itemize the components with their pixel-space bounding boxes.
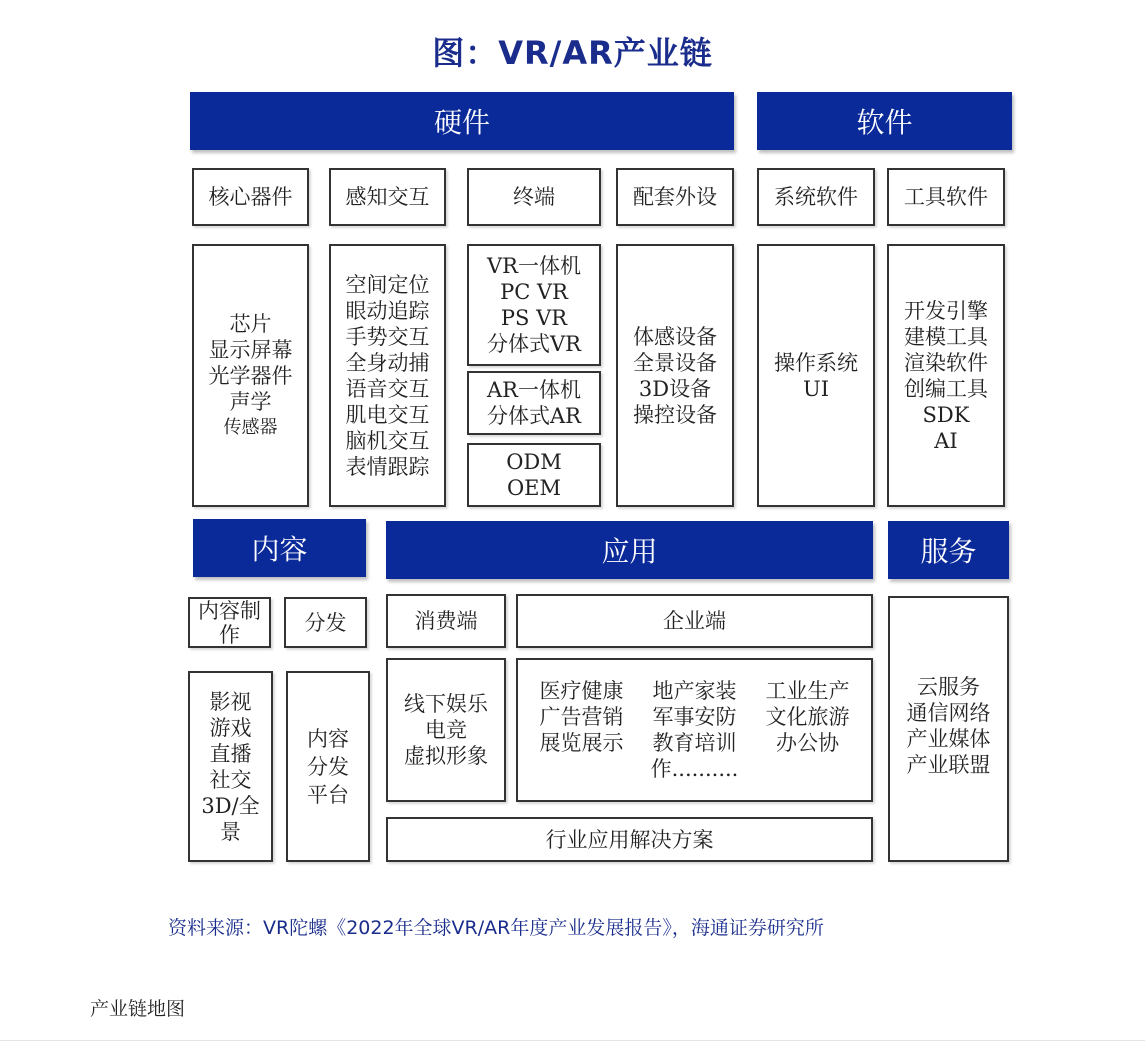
list-item: ODM	[506, 450, 562, 474]
list-item: 线下娱乐	[404, 692, 488, 716]
label-core-components: 核心器件	[192, 168, 309, 226]
list-item: 操作系统	[774, 350, 858, 375]
list-item: PS VR	[500, 306, 568, 330]
list-item: 社交	[209, 767, 252, 792]
list-item: 教育培训	[652, 731, 737, 755]
list-item: 声学	[229, 389, 272, 414]
box-interaction	[329, 244, 446, 507]
label-distribution: 分发	[284, 597, 367, 648]
list-item: 语音交互	[345, 376, 430, 401]
section-software: 软件	[757, 92, 1012, 150]
list-item: 地产家装	[652, 679, 737, 703]
list-item: 通信网络	[906, 701, 991, 725]
box-ar-terminals	[467, 371, 601, 435]
list-item: 云服务	[917, 675, 980, 699]
list-item: 军事安防	[652, 705, 737, 729]
label-terminal: 终端	[467, 168, 601, 226]
list-item: 体感设备	[633, 324, 717, 349]
box-service	[888, 596, 1009, 862]
list-item: 办公协	[776, 731, 839, 755]
box-system-software	[757, 244, 875, 507]
divider	[0, 1040, 1145, 1041]
list-item: 医疗健康	[539, 679, 624, 703]
box-tool-software	[887, 244, 1005, 507]
label-consumer: 消费端	[386, 594, 506, 648]
list-item: 虚拟形象	[404, 744, 488, 768]
list-item: 传感器	[223, 416, 278, 438]
list-item: 开发引擎	[904, 298, 988, 323]
list-item: AI	[934, 428, 958, 453]
label-content-production: 内容制作	[188, 597, 271, 648]
list-item: 展览展示	[539, 731, 624, 755]
box-peripherals	[616, 244, 734, 507]
list-item: PC VR	[500, 280, 568, 304]
list-item: 3D设备	[638, 376, 712, 401]
image-caption: 产业链地图	[90, 998, 186, 1020]
list-item: 作..........	[650, 757, 739, 781]
list-item: VR一体机	[487, 254, 581, 278]
list-item: 空间定位	[345, 272, 430, 297]
box-enterprise	[516, 658, 873, 802]
list-item: 3D/全景	[201, 793, 260, 844]
list-item: 广告营销	[539, 705, 624, 729]
list-item: 直播	[209, 741, 252, 766]
list-item: 影视	[209, 689, 252, 714]
list-item: UI	[803, 376, 829, 401]
list-item: SDK	[922, 402, 970, 427]
list-item: 创编工具	[904, 376, 988, 401]
list-item: 显示屏幕	[208, 337, 293, 362]
list-item: 电竞	[425, 718, 467, 742]
list-item: 全景设备	[633, 350, 717, 375]
list-item: 手势交互	[345, 324, 430, 349]
label-interaction: 感知交互	[329, 168, 446, 226]
section-application: 应用	[386, 521, 873, 579]
list-item: 分体式VR	[487, 332, 581, 356]
box-distribution	[286, 671, 370, 862]
list-item: 芯片	[229, 311, 272, 336]
list-item: AR一体机	[487, 378, 581, 402]
list-item: 产业联盟	[906, 753, 991, 777]
box-vr-terminals	[467, 244, 601, 366]
list-item: 全身动捕	[345, 350, 430, 375]
list-item: 脑机交互	[345, 428, 430, 453]
list-item: 建模工具	[904, 324, 988, 349]
list-item: 产业媒体	[906, 727, 991, 751]
source-note: 资料来源：VR陀螺《2022年全球VR/AR年度产业发展报告》，海通证券研究所	[168, 917, 824, 939]
list-item: 工业生产	[765, 679, 850, 703]
list-item: 表情跟踪	[345, 454, 430, 479]
list-item: 光学器件	[208, 363, 293, 388]
box-odm-oem	[467, 443, 601, 507]
list-item: OEM	[506, 476, 562, 500]
list-item: 肌电交互	[345, 402, 430, 427]
label-tool-software: 工具软件	[887, 168, 1005, 226]
label-system-software: 系统软件	[757, 168, 875, 226]
list-item: 渲染软件	[904, 350, 988, 375]
section-service: 服务	[888, 521, 1009, 579]
label-enterprise: 企业端	[516, 594, 873, 648]
section-content: 内容	[193, 519, 366, 577]
diagram-title: 图：VR/AR产业链	[432, 34, 713, 72]
list-item: 游戏	[209, 715, 252, 740]
list-item: 文化旅游	[765, 705, 850, 729]
box-industry-solutions: 行业应用解决方案	[386, 817, 873, 862]
list-item: 眼动追踪	[345, 298, 430, 323]
list-item: 内容分发平台	[307, 726, 349, 807]
box-core-components	[192, 244, 309, 507]
label-peripherals: 配套外设	[616, 168, 734, 226]
box-consumer	[386, 658, 506, 802]
section-hardware: 硬件	[190, 92, 734, 150]
list-item: 分体式AR	[487, 404, 581, 428]
box-content-production	[188, 671, 273, 862]
list-item: 操控设备	[633, 402, 717, 427]
